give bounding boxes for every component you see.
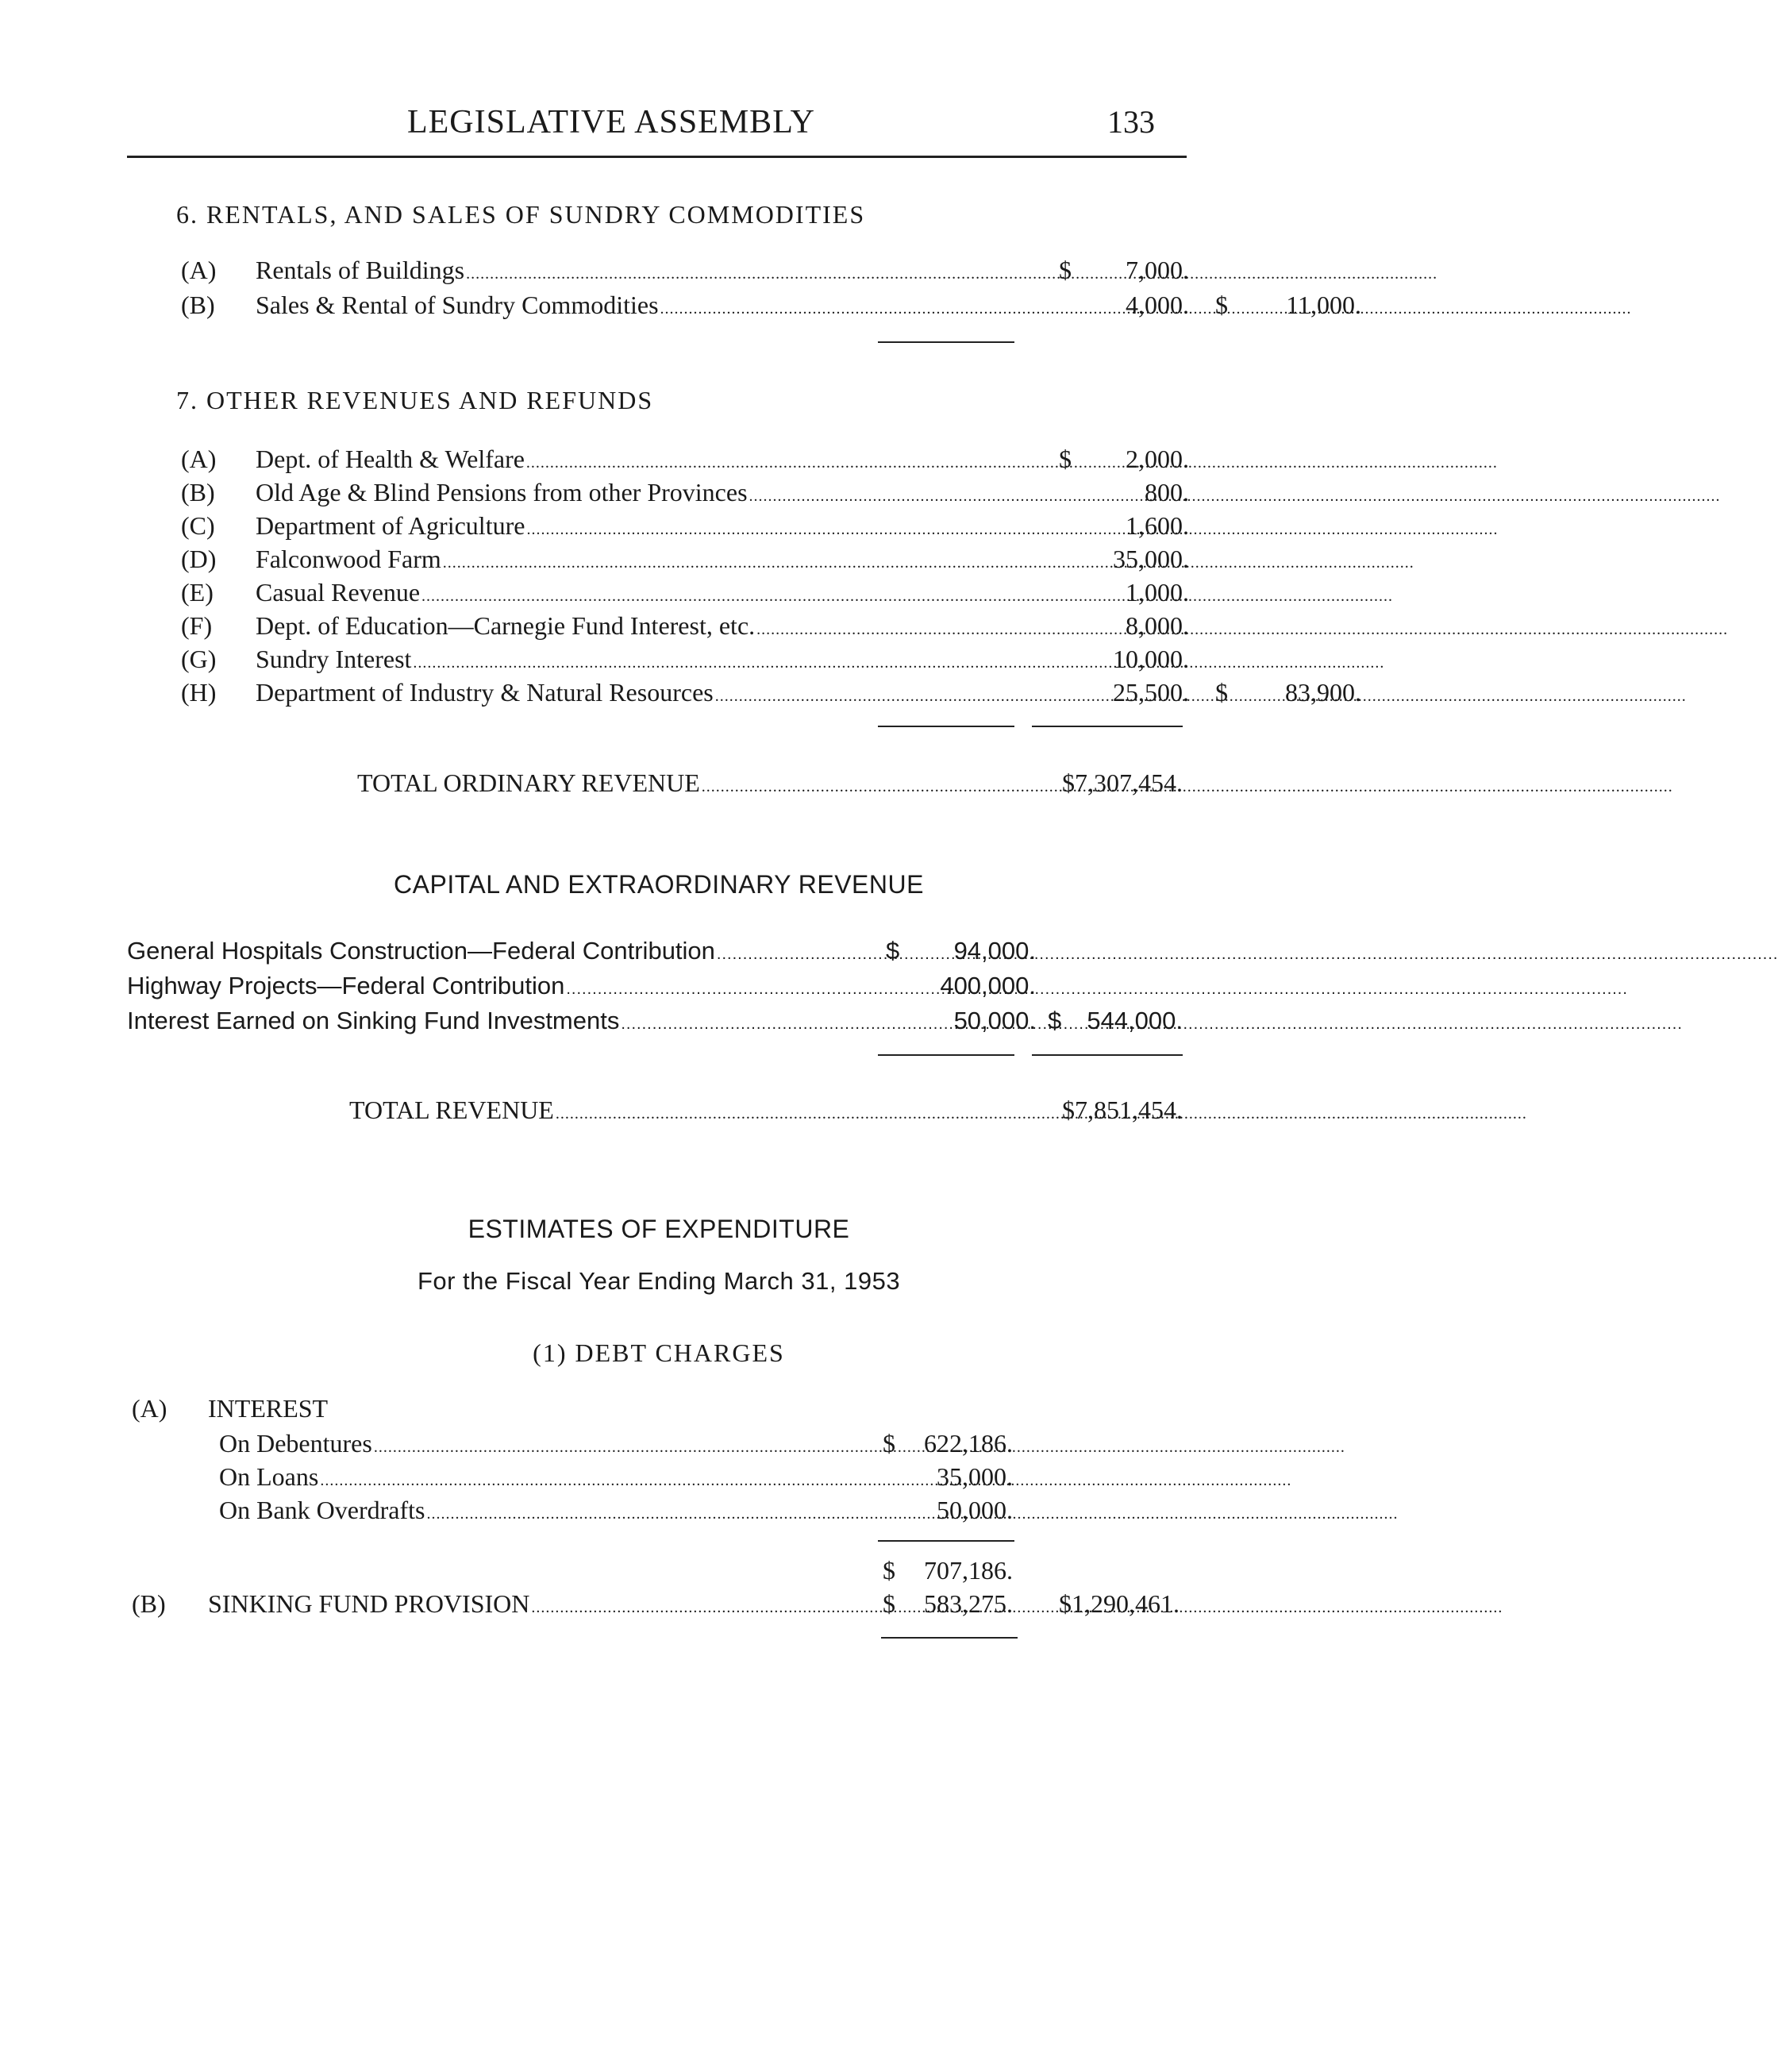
section-6-item-b [181,291,1361,324]
item-amount: 7,000. [1126,256,1189,284]
total-ordinary-label [357,768,1040,798]
capital-item-3 [127,1007,1191,1040]
item-label: (D) [181,545,217,573]
section-7-item-a [181,445,1197,478]
item-text: Department of Agriculture [256,511,525,540]
item-description [256,545,1057,574]
item-amount: 8,000. [1126,611,1189,640]
item-label: (A) [181,256,217,284]
item-amount: 94,000. [953,937,1036,965]
item-text: Interest Earned on Sinking Fund Investments [127,1007,620,1034]
section-6-item-a [181,256,1197,289]
item-text: Falconwood Farm [256,545,441,573]
section-7-item-d [181,545,1197,578]
section-7-item-c [181,511,1197,545]
subtotal-rule [878,1054,1014,1056]
section-7-item-f [181,611,1197,645]
total-text: TOTAL ORDINARY REVENUE [357,768,700,797]
total-ordinary-revenue-row [357,768,1199,802]
item-description [256,291,1057,320]
item-text: Casual Revenue [256,578,421,607]
item-text: Rentals of Buildings [256,256,465,284]
item-text: On Debentures [219,1429,372,1458]
total-ordinary-amount: $7,307,454. [1062,768,1183,797]
item-amount: 10,000. [1113,645,1189,673]
subtotal-rule [881,1637,1018,1639]
interest-subtotal-row [881,1556,1040,1589]
item-text: On Bank Overdrafts [219,1496,425,1524]
total-dollar-sign: $ [1048,1007,1062,1034]
total-revenue-label [349,1096,1040,1125]
item-text: SINKING FUND PROVISION [208,1589,530,1618]
capital-item-1 [127,937,1191,970]
item-amount: 1,600. [1126,511,1189,540]
subtotal-rule [878,341,1014,343]
total-rule [1032,1054,1183,1056]
item-label: (A) [181,445,217,473]
item-amount: 1,000. [1126,578,1189,607]
debt-charges-title: (1) DEBT CHARGES [533,1338,785,1367]
item-amount: 35,000. [937,1462,1013,1491]
item-amount: 50,000. [937,1496,1013,1524]
item-text: Department of Industry & Natural Resources [256,678,714,707]
section-7-item-e [181,578,1197,611]
sinking-label: (B) [132,1589,166,1618]
item-amount: 622,186. [924,1429,1013,1458]
item-amount: 2,000. [1126,445,1189,473]
item-label: (G) [181,645,217,673]
total-text: TOTAL REVENUE [349,1096,554,1124]
item-amount: 583,275. [924,1589,1013,1618]
section-total: 11,000. [1286,291,1361,319]
item-amount: 800. [1145,478,1189,506]
section-7-item-b [181,478,1197,511]
section-7-item-g [181,645,1197,678]
item-label: (B) [181,478,215,506]
item-text: Sundry Interest [256,645,412,673]
subtotal-rule [878,1540,1014,1542]
section-7-item-h [181,678,1361,711]
item-text: General Hospitals Construction—Federal Contribution [127,937,715,965]
item-description [219,1429,878,1458]
item-description [256,645,1057,674]
page-number: 133 [1107,104,1155,140]
item-dollar-sign: $ [1059,445,1072,473]
item-description [256,678,1057,707]
expenditure-subtitle: For the Fiscal Year Ending March 31, 1953 [417,1267,901,1295]
item-description [256,611,1057,641]
item-description [219,1496,878,1525]
section-6-title: 6. RENTALS, AND SALES OF SUNDRY COMMODITIES [176,200,866,229]
interest-subtotal: 707,186. [924,1556,1013,1585]
item-text: Dept. of Education—Carnegie Fund Interest, etc. [256,611,756,640]
total-dollar-sign: $ [1215,291,1228,319]
item-label: (F) [181,611,213,640]
item-description [256,256,1057,285]
section-total: 83,900. [1285,678,1361,707]
item-amount: 400,000. [940,972,1036,999]
subtotal-dollar-sign: $ [883,1556,895,1585]
item-label: (C) [181,511,215,540]
capital-revenue-title: CAPITAL AND EXTRAORDINARY REVENUE [394,870,924,899]
total-revenue-amount: $7,851,454. [1062,1096,1183,1124]
section-total: 544,000. [1087,1007,1183,1034]
item-amount: 4,000. [1126,291,1189,319]
item-amount: 35,000. [1113,545,1189,573]
item-description [256,478,1057,507]
section-7-title: 7. OTHER REVENUES AND REFUNDS [176,386,654,414]
item-text: Old Age & Blind Pensions from other Provinces [256,478,748,506]
item-amount: 25,500. [1113,678,1189,707]
capital-item-2 [127,972,1191,1005]
item-label: (E) [181,578,214,607]
debt-charges-total: $1,290,461. [1059,1589,1180,1618]
interest-item-loans [219,1462,1060,1496]
item-description [256,445,1057,474]
item-dollar-sign: $ [886,937,900,965]
header-rule [127,156,1187,158]
expenditure-title: ESTIMATES OF EXPENDITURE [468,1215,850,1243]
item-text: Highway Projects—Federal Contribution [127,972,565,999]
sinking-fund-row [132,1589,1187,1623]
item-description [208,1589,881,1619]
item-text: On Loans [219,1462,319,1491]
item-description [127,937,881,965]
item-dollar-sign: $ [1059,256,1072,284]
interest-item-debentures [219,1429,1060,1462]
item-description [127,972,881,1000]
item-dollar-sign: $ [883,1589,895,1618]
total-rule [1032,726,1183,727]
item-label: (B) [181,291,215,319]
item-description [127,1007,881,1035]
interest-label: (A) [132,1394,167,1423]
total-dollar-sign: $ [1215,678,1228,707]
interest-item-overdrafts [219,1496,1060,1529]
interest-heading-row [132,1394,608,1427]
item-text: Sales & Rental of Sundry Commodities [256,291,659,319]
item-text: Dept. of Health & Welfare [256,445,525,473]
item-description [219,1462,878,1492]
page-header-title: LEGISLATIVE ASSEMBLY [407,104,815,141]
item-label: (H) [181,678,217,707]
item-dollar-sign: $ [883,1429,895,1458]
item-amount: 50,000. [953,1007,1036,1034]
interest-heading: INTEREST [208,1394,329,1423]
subtotal-rule [878,726,1014,727]
total-revenue-row [349,1096,1199,1129]
item-description [256,511,1057,541]
item-description [256,578,1057,607]
